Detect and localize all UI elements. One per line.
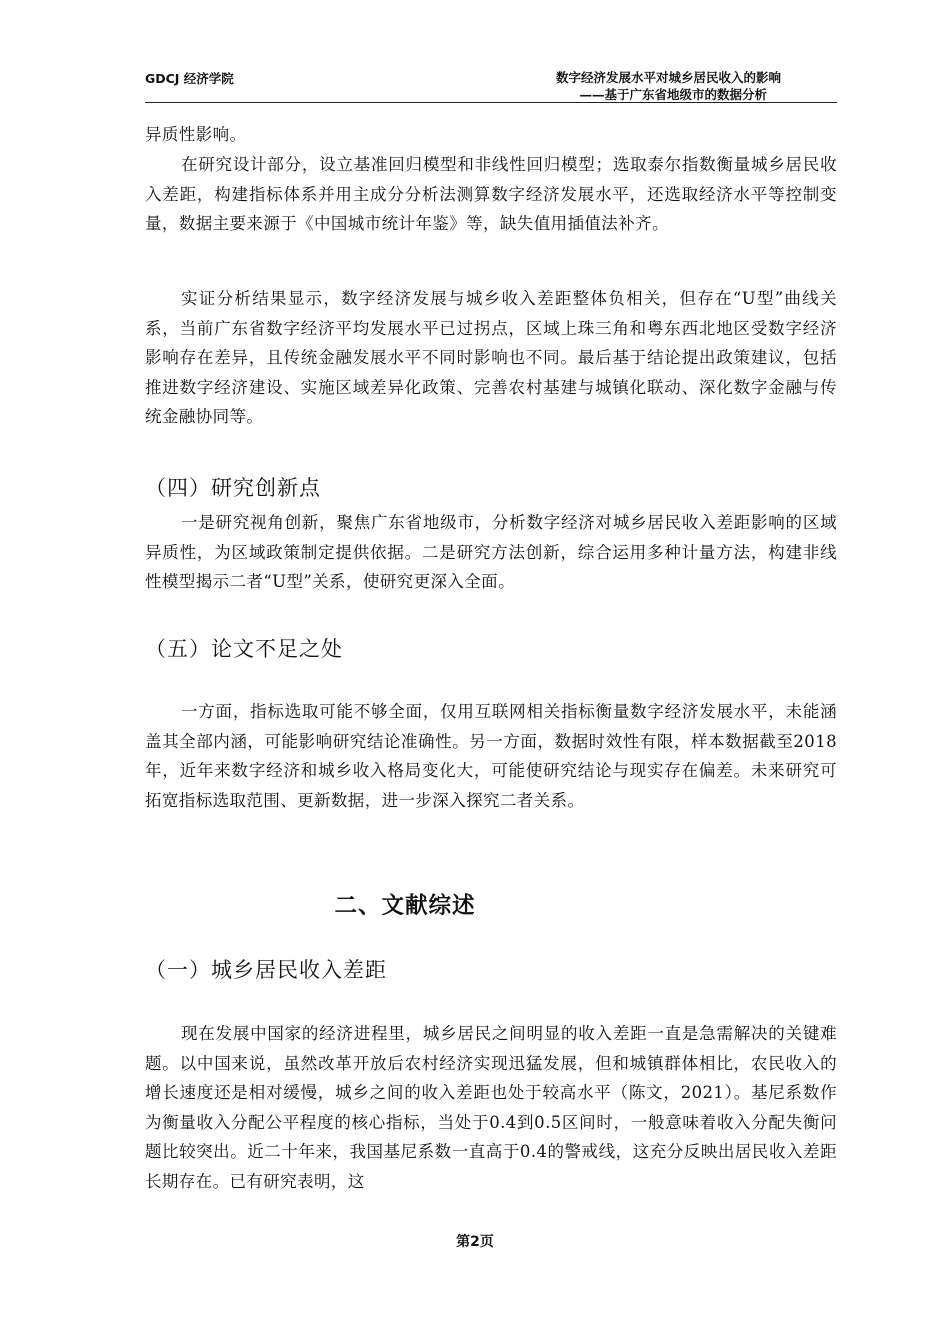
chapter-heading-text: 二、文献综述 <box>334 893 476 919</box>
header-title <box>556 69 781 103</box>
paragraph-income-gap: 现在发展中国家的经济进程里，城乡居民之间明显的收入差距一直是急需解决的关键难题。以中国来说，虽然改革开放后农村经济实现迅猛发展，但和城镇群体相比，农民收入的增长速度还是相对缓慢，城乡之间的收入差距也处于较高水平（陈文，2021）。基尼系数作为衡量收入分配公平程度的核心指标，当处于0.4到0.5区间时，一般意味着收入分配失衡问题比较突出。近二十年来，我国基尼系数一直高于0.4的警戒线，这充分反映出居民收入差距长期存在。已有研究表明，这 <box>145 1024 837 1191</box>
header-institution: GDCJ 经济学院 <box>145 71 234 86</box>
paragraph-innovation: 一是研究视角创新，聚焦广东省地级市，分析数字经济对城乡居民收入差距影响的区域异质性，为区域政策制定提供依据。二是研究方法创新，综合运用多种计量方法，构建非线性模型揭示二者“U型”关系，使研究更深入全面。 <box>145 513 837 592</box>
page-number: 第2页 <box>456 1234 494 1250</box>
header-title-line1: 数字经济发展水平对城乡居民收入的影响 <box>555 70 781 85</box>
page-header <box>145 66 837 103</box>
header-title-line2: ——基于广东省地级市的数据分析 <box>579 87 767 102</box>
chapter-heading-literature-review <box>0 888 950 920</box>
heading-income-gap: （一）城乡居民收入差距 <box>145 958 387 982</box>
paragraph-limitations: 一方面，指标选取可能不够全面，仅用互联网相关指标衡量数字经济发展水平，未能涵盖其全部内涵，可能影响研究结论准确性。另一方面，数据时效性有限，样本数据截至2018年，近年来数字经济和城乡收入格局变化大，可能使研究结论与现实存在偏差。未来研究可拓宽指标选取范围、更新数据，进一步深入探究二者关系。 <box>145 702 837 810</box>
heading-innovation: （四）研究创新点 <box>145 476 321 500</box>
paragraph-continuation: 异质性影响。 <box>145 125 247 144</box>
paragraph-research-design: 在研究设计部分，设立基准回归模型和非线性回归模型；选取泰尔指数衡量城乡居民收入差距，构建指标体系并用主成分分析法测算数字经济发展水平，还选取经济水平等控制变量，数据主要来源于《中国城市统计年鉴》等，缺失值用插值法补齐。 <box>145 155 837 234</box>
heading-limitations: （五）论文不足之处 <box>145 637 343 661</box>
paragraph-empirical-results: 实证分析结果显示，数字经济发展与城乡收入差距整体负相关，但存在“U型”曲线关系，当前广东省数字经济平均发展水平已过拐点，区域上珠三角和粤东西北地区受数字经济影响存在差异，且传统金融发展水平不同时影响也不同。最后基于结论提出政策建议，包括推进数字经济建设、实施区域差异化政策、完善农村基建与城镇化联动、深化数字金融与传统金融协同等。 <box>145 289 837 427</box>
